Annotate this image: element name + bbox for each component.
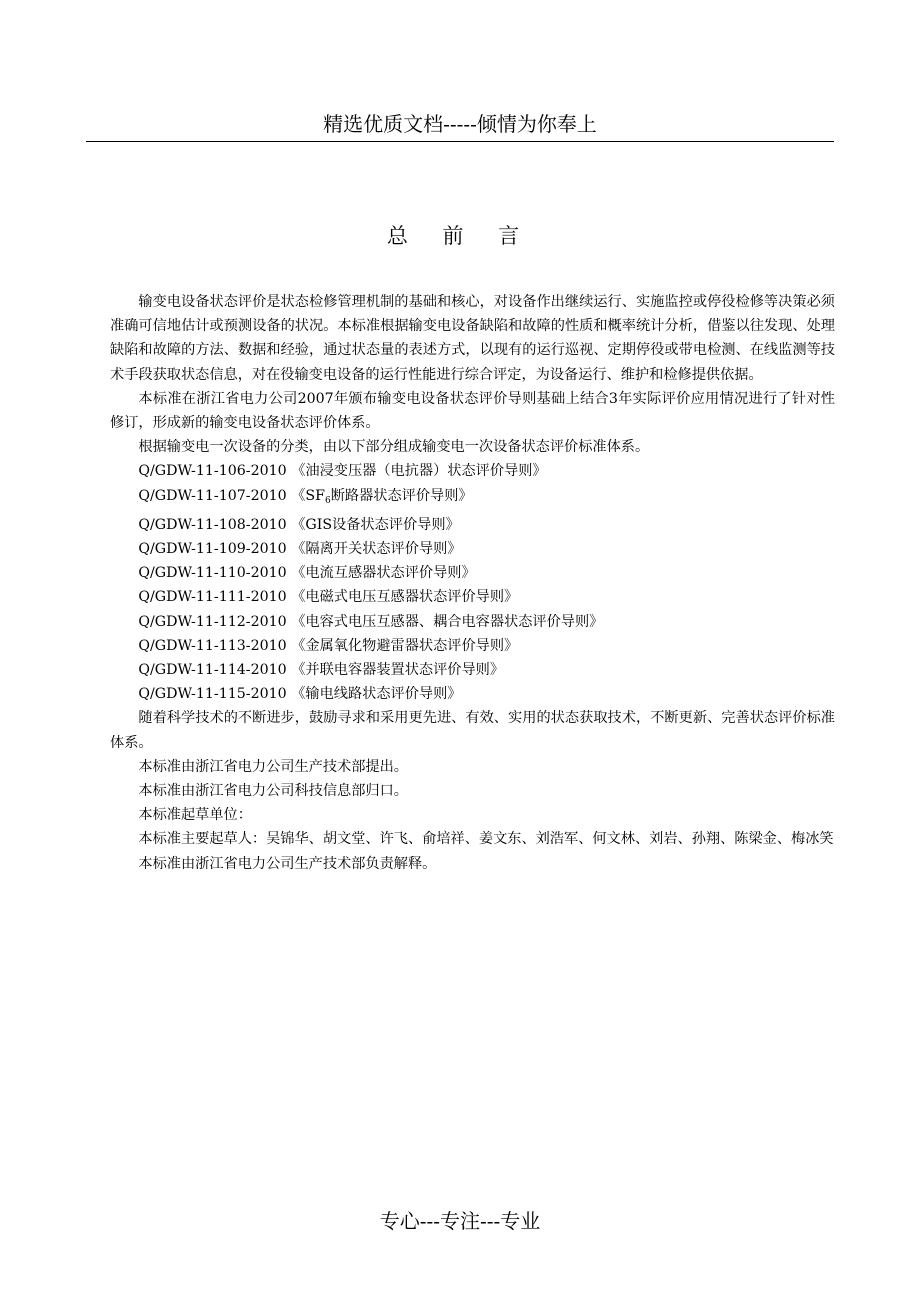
- standard-code-prefix: Q/GDW-11-107-2010 《SF: [138, 487, 325, 504]
- standard-item: Q/GDW-11-108-2010 《GIS设备状态评价导则》: [138, 516, 460, 533]
- progress-paragraph: 随着科学技术的不断进步，鼓励寻求和采用更先进、有效、实用的状态获取技术，不断更新、完善状态评价标准体系。: [110, 710, 835, 751]
- standard-title-suffix: 断路器状态评价导则》: [330, 487, 473, 504]
- page-title: 总 前 言: [386, 224, 534, 248]
- subscript-six: 6: [324, 495, 331, 506]
- structure-paragraph: 根据输变电一次设备的分类，由以下部分组成输变电一次设备状态评价标准体系。: [138, 439, 650, 456]
- standard-item: Q/GDW-11-111-2010 《电磁式电压互感器状态评价导则》: [138, 589, 519, 606]
- interpretation-line: 本标准由浙江省电力公司生产技术部负责解释。: [138, 855, 437, 872]
- page-footer: 专心---专注---专业: [379, 1209, 541, 1233]
- standard-item: Q/GDW-11-106-2010 《油浸变压器（电抗器）状态评价导则》: [138, 463, 547, 480]
- standard-item: Q/GDW-11-112-2010 《电容式电压互感器、耦合电容器状态评价导则》: [138, 613, 604, 630]
- revision-paragraph: 本标准在浙江省电力公司2007年颁布输变电设备状态评价导则基础上结合3年实际评价应用情况进行了针对性修订，形成新的输变电设备状态评价体系。: [110, 390, 835, 432]
- management-line: 本标准由浙江省电力公司科技信息部归口。: [138, 783, 408, 800]
- standard-item: Q/GDW-11-115-2010 《输电线路状态评价导则》: [138, 686, 462, 703]
- intro-paragraph: 输变电设备状态评价是状态检修管理机制的基础和核心，对设备作出继续运行、实施监控或停役检修等决策必须准确可信地估计或预测设备的状况。本标准根据输变电设备缺陷和故障的性质和概率统计分析，借鉴以往发现、处理缺陷和故障的方法、数据和经验，通过状态量的表述方式，以现有的运行巡视、定期停役或带电检测、在线监测等技术手段获取状态信息，对在役输变电设备的运行性能进行综合评定，为设备运行、维护和检修提供依据。: [110, 294, 835, 383]
- standard-item: Q/GDW-11-110-2010 《电流互感器状态评价导则》: [138, 565, 476, 582]
- standard-item: Q/GDW-11-109-2010 《隔离开关状态评价导则》: [138, 541, 462, 558]
- page-header: 精选优质文档-----倾情为你奉上: [323, 112, 597, 136]
- document-body: [110, 290, 835, 876]
- proposer-line: 本标准由浙江省电力公司生产技术部提出。: [138, 758, 408, 775]
- standard-item: Q/GDW-11-113-2010 《金属氧化物避雷器状态评价导则》: [138, 637, 519, 654]
- standard-item: Q/GDW-11-114-2010 《并联电容器装置状态评价导则》: [138, 662, 505, 679]
- standard-item: [110, 484, 835, 513]
- header-divider: [86, 141, 834, 142]
- drafting-unit-line: 本标准起草单位：: [138, 807, 252, 824]
- drafters-line: 本标准主要起草人：吴锦华、胡文堂、许飞、俞培祥、姜文东、刘浩军、何文林、刘岩、孙翔、陈梁金、梅冰笑: [138, 831, 834, 848]
